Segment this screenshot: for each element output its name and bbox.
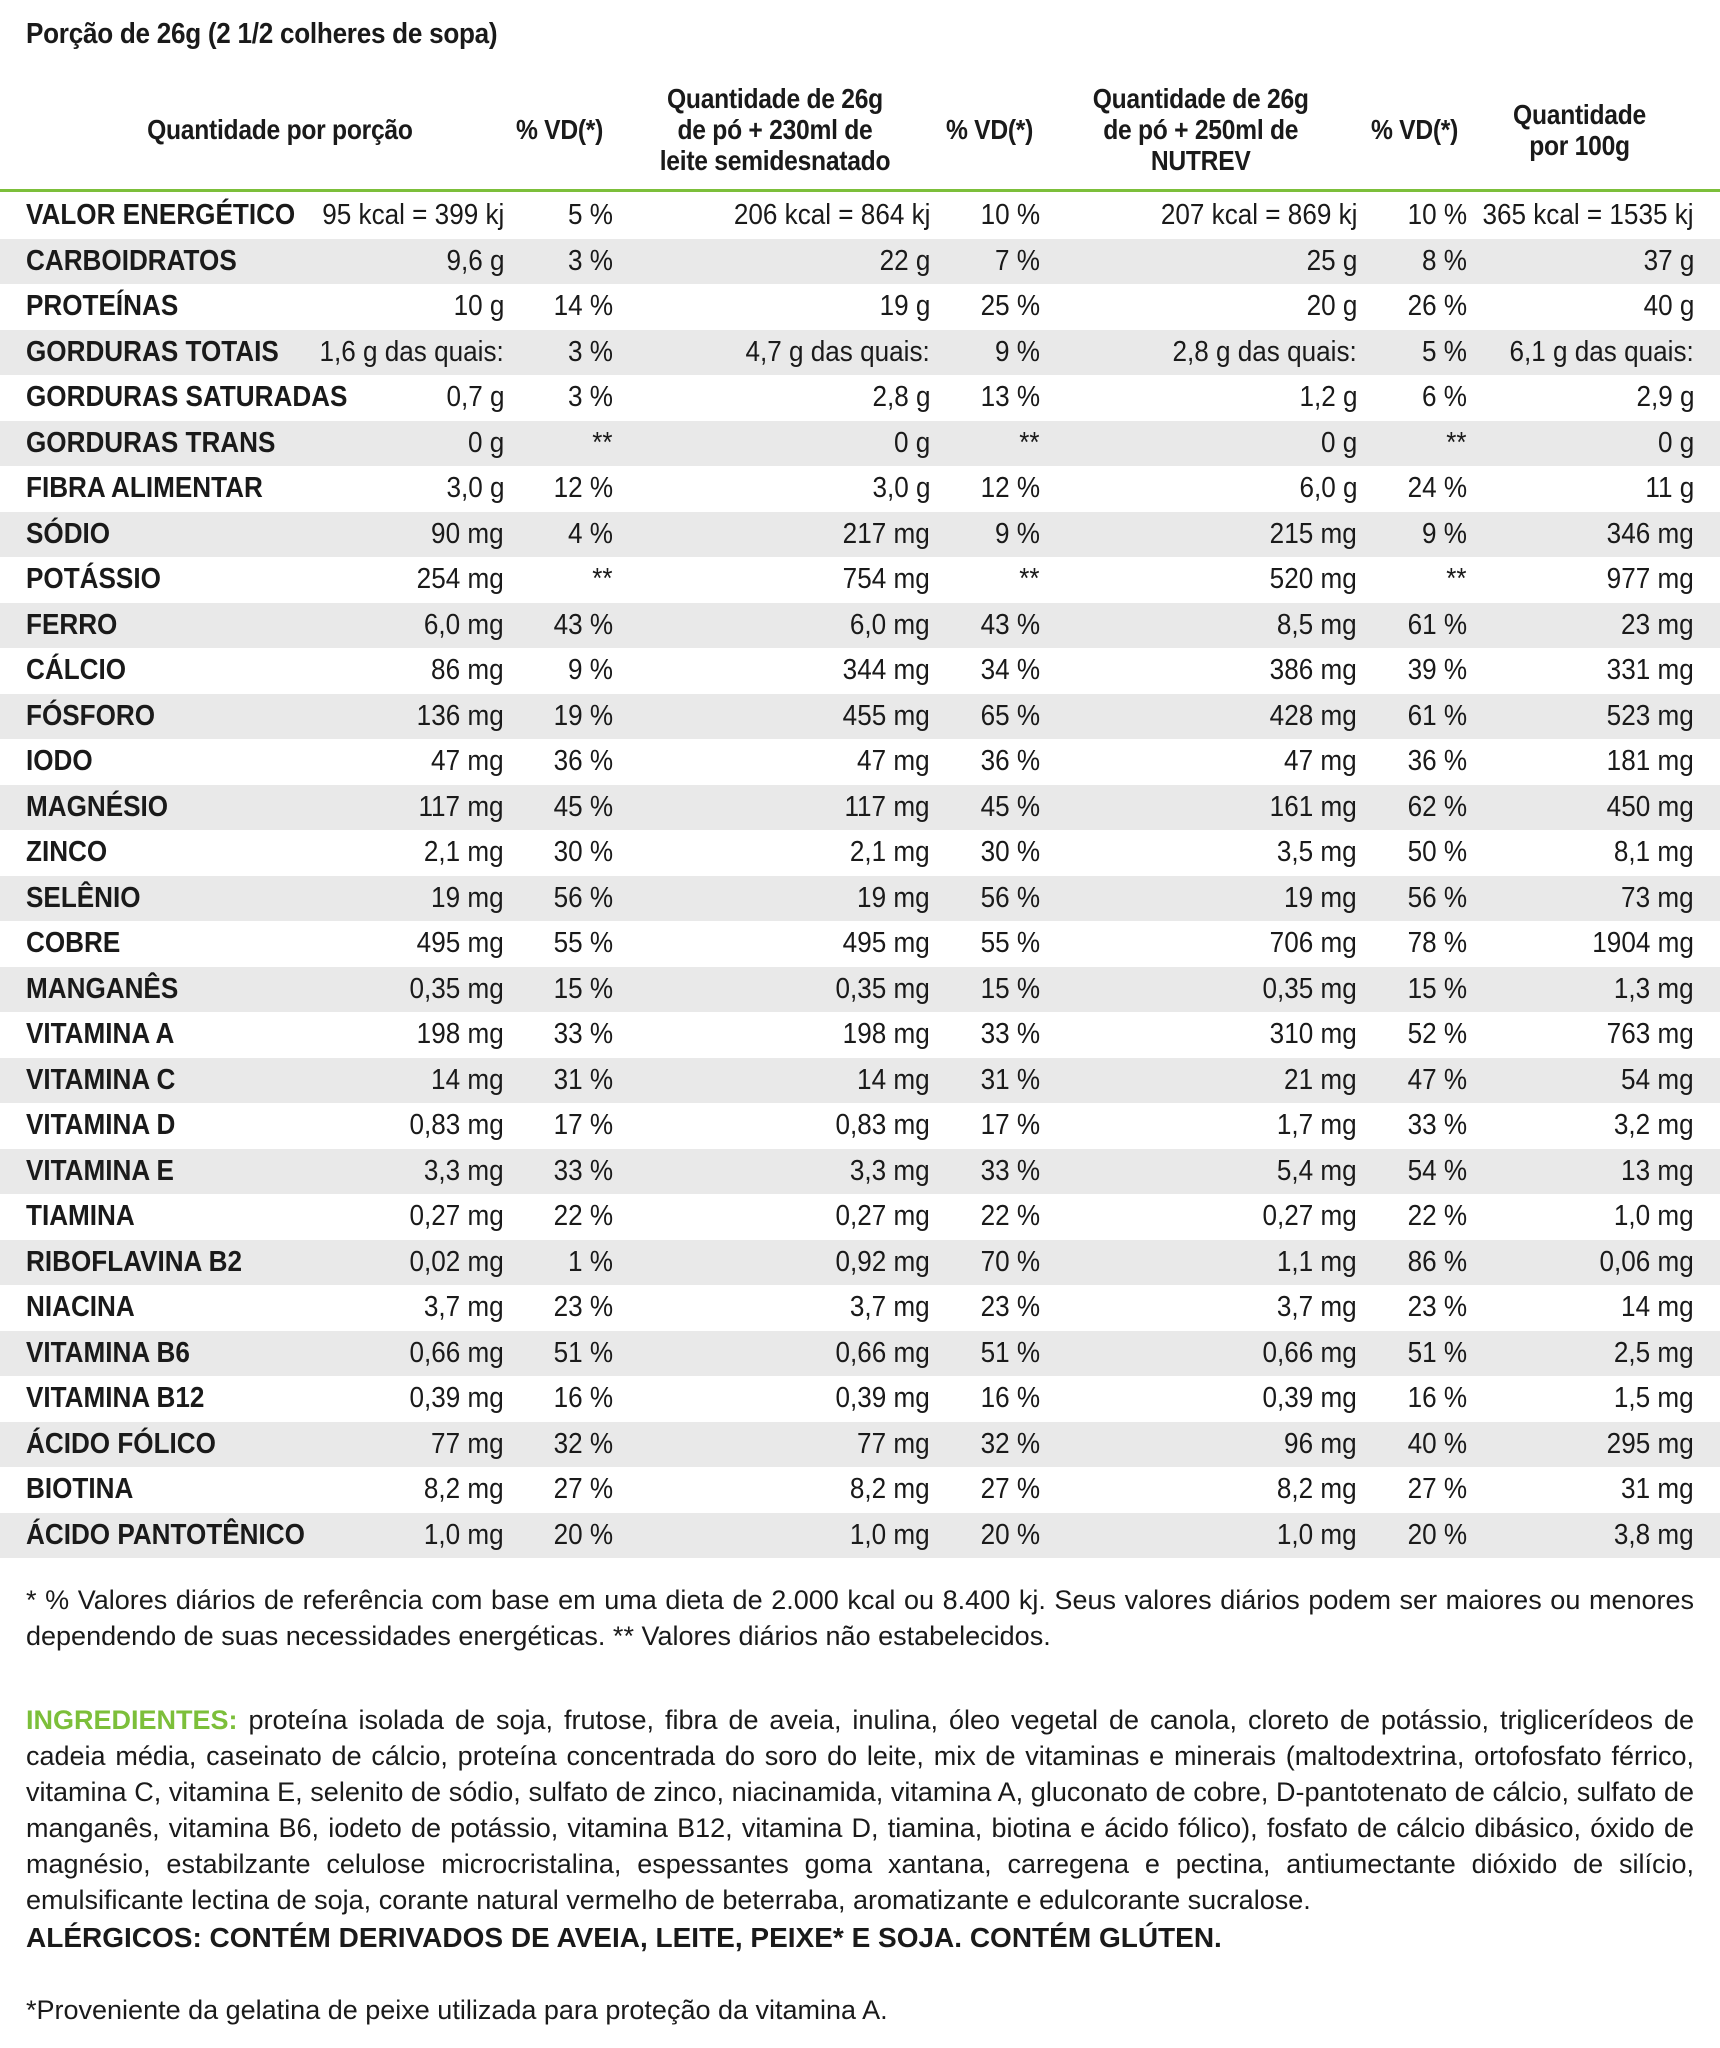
vd-with-nutrev: 9 % bbox=[1422, 517, 1467, 550]
nutrient-name: ÁCIDO PANTOTÊNICO bbox=[26, 1518, 305, 1551]
qty-with-milk: 344 mg bbox=[842, 654, 930, 686]
qty-per-100g: 1,5 mg bbox=[1614, 1382, 1694, 1414]
qty-per-100g: 0,06 mg bbox=[1599, 1245, 1694, 1278]
allergens-warning: ALÉRGICOS: CONTÉM DERIVADOS DE AVEIA, LEITE, PEIXE* E SOJA. CONTÉM GLÚTEN. bbox=[26, 1922, 1222, 1953]
qty-with-milk: 47 mg bbox=[857, 745, 930, 777]
qty-with-milk: 0,92 mg bbox=[835, 1245, 930, 1278]
qty-with-milk: 14 mg bbox=[857, 1063, 930, 1096]
qty-with-milk: 3,3 mg bbox=[850, 1154, 930, 1187]
qty-with-nutrev: 1,0 mg bbox=[1277, 1518, 1357, 1551]
table-row bbox=[0, 239, 1720, 285]
qty-with-milk: 3,0 g bbox=[871, 472, 930, 504]
vd-with-milk: 30 % bbox=[980, 836, 1040, 868]
table-row bbox=[0, 1376, 1720, 1422]
ingredients-block bbox=[26, 1702, 1694, 1918]
table-row bbox=[0, 876, 1720, 922]
qty-per-portion: 14 mg bbox=[431, 1063, 504, 1096]
vd-per-portion: 17 % bbox=[553, 1109, 613, 1141]
qty-with-nutrev: 310 mg bbox=[1269, 1018, 1357, 1050]
vd-with-milk: 33 % bbox=[980, 1018, 1040, 1050]
qty-per-100g: 73 mg bbox=[1621, 881, 1694, 914]
vd-with-milk: 23 % bbox=[980, 1291, 1040, 1323]
qty-with-nutrev: 0,27 mg bbox=[1262, 1200, 1357, 1232]
qty-per-portion: 3,7 mg bbox=[424, 1291, 504, 1323]
vd-with-milk: ** bbox=[1019, 426, 1040, 459]
qty-with-milk: 0,35 mg bbox=[835, 972, 930, 1005]
vd-with-nutrev: 78 % bbox=[1407, 927, 1467, 959]
table-row bbox=[0, 1467, 1720, 1513]
nutrient-name: GORDURAS SATURADAS bbox=[26, 381, 348, 413]
qty-with-milk: 4,7 g das quais: bbox=[745, 335, 930, 368]
vd-per-portion: 55 % bbox=[553, 927, 613, 959]
qty-per-100g: 8,1 mg bbox=[1614, 836, 1694, 868]
vd-with-milk: 12 % bbox=[980, 472, 1040, 504]
vd-with-milk: 70 % bbox=[980, 1245, 1040, 1278]
vd-with-nutrev: 54 % bbox=[1407, 1154, 1467, 1187]
qty-per-100g: 365 kcal = 1535 kj bbox=[1482, 199, 1694, 231]
qty-with-milk: 495 mg bbox=[842, 927, 930, 959]
vd-with-nutrev: 52 % bbox=[1407, 1018, 1467, 1050]
nutrient-name: TIAMINA bbox=[26, 1200, 135, 1232]
vd-per-portion: 3 % bbox=[568, 381, 613, 413]
header-qty-milk: Quantidade de 26g de pó + 230ml de leite semidesnatado bbox=[659, 83, 891, 176]
qty-per-100g: 1,0 mg bbox=[1614, 1200, 1694, 1232]
nutrient-name: VITAMINA A bbox=[26, 1018, 175, 1050]
qty-per-portion: 90 mg bbox=[431, 517, 504, 550]
qty-per-portion: 198 mg bbox=[416, 1018, 504, 1050]
vd-with-milk: 65 % bbox=[980, 699, 1040, 732]
vd-per-portion: 32 % bbox=[553, 1427, 613, 1460]
qty-per-100g: 1,3 mg bbox=[1614, 972, 1694, 1005]
table-row bbox=[0, 1194, 1720, 1240]
qty-per-portion: 3,3 mg bbox=[424, 1154, 504, 1187]
nutrient-name: NIACINA bbox=[26, 1291, 135, 1323]
qty-with-nutrev: 1,2 g bbox=[1298, 381, 1357, 413]
header-qty-nutrev: Quantidade de 26g de pó + 250ml de NUTREV bbox=[1093, 83, 1309, 176]
vd-with-nutrev: ** bbox=[1446, 563, 1467, 595]
table-row bbox=[0, 557, 1720, 603]
vd-with-milk: 27 % bbox=[980, 1473, 1040, 1505]
vd-per-portion: 56 % bbox=[553, 881, 613, 914]
table-row bbox=[0, 603, 1720, 649]
vd-with-milk: 45 % bbox=[980, 790, 1040, 823]
vd-with-milk: 7 % bbox=[995, 244, 1040, 277]
header-qty-per-portion: Quantidade por porção bbox=[147, 114, 413, 145]
vd-with-nutrev: 86 % bbox=[1407, 1245, 1467, 1278]
nutrient-name: ÁCIDO FÓLICO bbox=[26, 1427, 216, 1460]
vd-per-portion: 19 % bbox=[553, 699, 613, 732]
vd-with-milk: 13 % bbox=[980, 381, 1040, 413]
qty-with-milk: 2,1 mg bbox=[850, 836, 930, 868]
header-qty-100g: Quantidade por 100g bbox=[1513, 98, 1647, 161]
qty-with-nutrev: 207 kcal = 869 kj bbox=[1160, 199, 1357, 231]
nutrient-name: POTÁSSIO bbox=[26, 563, 161, 595]
qty-per-portion: 47 mg bbox=[431, 745, 504, 777]
qty-per-portion: 10 g bbox=[453, 290, 504, 322]
qty-per-portion: 0 g bbox=[467, 426, 504, 459]
table-row bbox=[0, 330, 1720, 376]
qty-with-milk: 217 mg bbox=[842, 517, 930, 550]
qty-per-100g: 523 mg bbox=[1606, 699, 1694, 732]
table-row bbox=[0, 1422, 1720, 1468]
qty-with-nutrev: 19 mg bbox=[1284, 881, 1357, 914]
vd-with-nutrev: 24 % bbox=[1407, 472, 1467, 504]
nutrient-name: GORDURAS TRANS bbox=[26, 426, 276, 459]
table-row bbox=[0, 375, 1720, 421]
vd-with-nutrev: ** bbox=[1446, 426, 1467, 459]
vd-with-nutrev: 61 % bbox=[1407, 699, 1467, 732]
qty-with-milk: 1,0 mg bbox=[850, 1518, 930, 1551]
table-row bbox=[0, 1240, 1720, 1286]
qty-with-milk: 0 g bbox=[893, 426, 930, 459]
vd-per-portion: 20 % bbox=[553, 1518, 613, 1551]
qty-per-100g: 40 g bbox=[1643, 290, 1694, 322]
qty-with-milk: 0,39 mg bbox=[835, 1382, 930, 1414]
qty-with-milk: 0,27 mg bbox=[835, 1200, 930, 1232]
qty-per-100g: 763 mg bbox=[1606, 1018, 1694, 1050]
vd-with-nutrev: 62 % bbox=[1407, 790, 1467, 823]
vd-per-portion: 9 % bbox=[568, 654, 613, 686]
qty-per-100g: 346 mg bbox=[1606, 517, 1694, 550]
qty-with-milk: 8,2 mg bbox=[850, 1473, 930, 1505]
qty-with-nutrev: 0,39 mg bbox=[1262, 1382, 1357, 1414]
qty-with-nutrev: 96 mg bbox=[1284, 1427, 1357, 1460]
qty-per-100g: 54 mg bbox=[1621, 1063, 1694, 1096]
qty-with-milk: 455 mg bbox=[842, 699, 930, 732]
header-divider bbox=[0, 189, 1720, 192]
qty-with-nutrev: 0 g bbox=[1320, 426, 1357, 459]
nutrient-name: GORDURAS TOTAIS bbox=[26, 335, 279, 368]
qty-per-portion: 8,2 mg bbox=[424, 1473, 504, 1505]
table-row bbox=[0, 284, 1720, 330]
vd-per-portion: 3 % bbox=[568, 244, 613, 277]
vd-with-milk: 25 % bbox=[980, 290, 1040, 322]
qty-per-100g: 37 g bbox=[1643, 244, 1694, 277]
header-vd-2: % VD(*) bbox=[946, 114, 1034, 145]
table-row bbox=[0, 921, 1720, 967]
qty-with-nutrev: 0,35 mg bbox=[1262, 972, 1357, 1005]
vd-with-nutrev: 8 % bbox=[1422, 244, 1467, 277]
table-row bbox=[0, 1103, 1720, 1149]
qty-per-portion: 117 mg bbox=[418, 790, 504, 823]
vd-with-milk: 43 % bbox=[980, 608, 1040, 641]
vd-per-portion: 33 % bbox=[553, 1018, 613, 1050]
table-row bbox=[0, 694, 1720, 740]
qty-with-milk: 117 mg bbox=[844, 790, 930, 823]
vd-with-nutrev: 51 % bbox=[1407, 1336, 1467, 1369]
ingredients-label: INGREDIENTES: bbox=[26, 1705, 238, 1735]
qty-with-nutrev: 2,8 g das quais: bbox=[1172, 335, 1357, 368]
qty-with-nutrev: 428 mg bbox=[1269, 699, 1357, 732]
qty-with-nutrev: 5,4 mg bbox=[1277, 1154, 1357, 1187]
qty-with-nutrev: 3,7 mg bbox=[1277, 1291, 1357, 1323]
qty-per-portion: 95 kcal = 399 kj bbox=[321, 199, 504, 231]
vd-with-milk: ** bbox=[1019, 563, 1040, 595]
vd-with-nutrev: 20 % bbox=[1407, 1518, 1467, 1551]
vd-with-nutrev: 39 % bbox=[1407, 654, 1467, 686]
vd-with-nutrev: 40 % bbox=[1407, 1427, 1467, 1460]
qty-with-nutrev: 25 g bbox=[1306, 244, 1357, 277]
table-row bbox=[0, 739, 1720, 785]
qty-with-milk: 77 mg bbox=[857, 1427, 930, 1460]
qty-with-milk: 22 g bbox=[879, 244, 930, 277]
qty-per-100g: 295 mg bbox=[1606, 1427, 1694, 1460]
qty-per-portion: 3,0 g bbox=[445, 472, 504, 504]
qty-with-nutrev: 706 mg bbox=[1269, 927, 1357, 959]
nutrient-name: CÁLCIO bbox=[26, 654, 127, 686]
vd-per-portion: ** bbox=[592, 426, 613, 459]
qty-per-portion: 495 mg bbox=[416, 927, 504, 959]
header-vd-1: % VD(*) bbox=[516, 114, 604, 145]
table-row bbox=[0, 1012, 1720, 1058]
qty-per-portion: 86 mg bbox=[431, 654, 504, 686]
qty-per-100g: 13 mg bbox=[1621, 1154, 1694, 1187]
nutrient-name: COBRE bbox=[26, 927, 121, 959]
qty-with-milk: 19 mg bbox=[857, 881, 930, 914]
table-row bbox=[0, 830, 1720, 876]
qty-with-nutrev: 215 mg bbox=[1269, 517, 1357, 550]
vd-with-nutrev: 22 % bbox=[1407, 1200, 1467, 1232]
qty-with-nutrev: 0,66 mg bbox=[1262, 1336, 1357, 1369]
vd-with-nutrev: 16 % bbox=[1407, 1382, 1467, 1414]
qty-per-100g: 1904 mg bbox=[1592, 927, 1694, 959]
table-row bbox=[0, 1285, 1720, 1331]
qty-per-100g: 2,9 g bbox=[1635, 381, 1694, 413]
table-row bbox=[0, 967, 1720, 1013]
table-row bbox=[0, 648, 1720, 694]
vd-per-portion: 31 % bbox=[553, 1063, 613, 1096]
vd-with-milk: 55 % bbox=[980, 927, 1040, 959]
nutrient-name: MANGANÊS bbox=[26, 972, 179, 1005]
qty-with-milk: 754 mg bbox=[842, 563, 930, 595]
nutrient-name: RIBOFLAVINA B2 bbox=[26, 1245, 243, 1278]
vd-with-milk: 56 % bbox=[980, 881, 1040, 914]
vd-with-milk: 17 % bbox=[980, 1109, 1040, 1141]
vd-per-portion: 45 % bbox=[553, 790, 613, 823]
nutrient-name: MAGNÉSIO bbox=[26, 790, 169, 823]
vd-per-portion: 1 % bbox=[568, 1245, 613, 1278]
portion-size: Porção de 26g (2 1/2 colheres de sopa) bbox=[26, 18, 498, 50]
qty-with-nutrev: 161 mg bbox=[1269, 790, 1357, 823]
vd-with-milk: 34 % bbox=[980, 654, 1040, 686]
qty-with-milk: 0,83 mg bbox=[835, 1109, 930, 1141]
qty-with-milk: 6,0 mg bbox=[850, 608, 930, 641]
vd-with-milk: 22 % bbox=[980, 1200, 1040, 1232]
nutrition-table-body bbox=[0, 193, 1720, 1558]
vd-with-milk: 33 % bbox=[980, 1154, 1040, 1187]
table-row bbox=[0, 1058, 1720, 1104]
qty-per-100g: 977 mg bbox=[1606, 563, 1694, 595]
qty-with-nutrev: 47 mg bbox=[1284, 745, 1357, 777]
ingredients-text: proteína isolada de soja, frutose, fibra de aveia, inulina, óleo vegetal de canola, cloreto de potássio, triglicerídeos de cadeia média, caseinato de cálcio, proteína concentrada do soro do leite, mix de vitaminas e minerais (maltodextrina, ortofosfato férrico, vitamina C, vitamina E, selenito de sódio, sulfato de zinco, niacinamida, vitamina A, gluconato de cobre, D-pantotenato de cálcio, sulfato de manganês, vitamina B6, iodeto de potássio, vitamina B12, vitamina D, tiamina, biotina e ácido fólico), fosfato de cálcio dibásico, óxido de magnésio, estabilzante celulose microcristalina, espessantes goma xantana, carregena e pectina, antiumectante dióxido de silício, emulsificante lectina de soja, corante natural vermelho de beterraba, aromatizante e edulcorante sucralose. bbox=[26, 1705, 1694, 1915]
qty-per-portion: 19 mg bbox=[431, 881, 504, 914]
vd-with-nutrev: 5 % bbox=[1422, 335, 1467, 368]
qty-per-portion: 1,6 g das quais: bbox=[319, 335, 504, 368]
daily-values-footnote: * % Valores diários de referência com base em uma dieta de 2.000 kcal ou 8.400 kj. Seus valores diários podem ser maiores ou menores dependendo de suas necessidades energéticas. ** Valores diários não estabelecidos. bbox=[26, 1585, 1694, 1651]
qty-per-portion: 0,83 mg bbox=[409, 1109, 504, 1141]
vd-with-nutrev: 50 % bbox=[1407, 836, 1467, 868]
table-row bbox=[0, 466, 1720, 512]
nutrient-name: CARBOIDRATOS bbox=[26, 244, 237, 277]
vd-per-portion: 22 % bbox=[553, 1200, 613, 1232]
vd-with-milk: 16 % bbox=[980, 1382, 1040, 1414]
vd-with-milk: 32 % bbox=[980, 1427, 1040, 1460]
qty-per-portion: 2,1 mg bbox=[424, 836, 504, 868]
fish-gelatin-note: *Proveniente da gelatina de peixe utilizada para proteção da vitamina A. bbox=[26, 1995, 888, 2025]
qty-per-100g: 3,8 mg bbox=[1614, 1518, 1694, 1551]
qty-per-100g: 23 mg bbox=[1621, 608, 1694, 641]
vd-per-portion: 14 % bbox=[553, 290, 613, 322]
vd-with-nutrev: 61 % bbox=[1407, 608, 1467, 641]
table-row bbox=[0, 785, 1720, 831]
nutrient-name: ZINCO bbox=[26, 836, 108, 868]
qty-with-milk: 19 g bbox=[879, 290, 930, 322]
vd-per-portion: 36 % bbox=[553, 745, 613, 777]
qty-per-100g: 331 mg bbox=[1606, 654, 1694, 686]
nutrient-name: SÓDIO bbox=[26, 517, 111, 550]
qty-with-nutrev: 1,1 mg bbox=[1277, 1245, 1357, 1278]
vd-with-nutrev: 23 % bbox=[1407, 1291, 1467, 1323]
qty-per-portion: 1,0 mg bbox=[424, 1518, 504, 1551]
qty-per-100g: 2,5 mg bbox=[1614, 1336, 1694, 1369]
nutrient-name: FÓSFORO bbox=[26, 699, 156, 732]
qty-per-100g: 11 g bbox=[1645, 472, 1694, 504]
vd-with-nutrev: 15 % bbox=[1407, 972, 1467, 1005]
vd-with-milk: 31 % bbox=[980, 1063, 1040, 1096]
vd-per-portion: 27 % bbox=[553, 1473, 613, 1505]
qty-with-nutrev: 6,0 g bbox=[1298, 472, 1357, 504]
qty-per-100g: 6,1 g das quais: bbox=[1509, 335, 1694, 368]
qty-per-portion: 0,39 mg bbox=[409, 1382, 504, 1414]
vd-per-portion: 5 % bbox=[568, 199, 613, 231]
table-row bbox=[0, 421, 1720, 467]
nutrient-name: IODO bbox=[26, 745, 93, 777]
vd-per-portion: 4 % bbox=[568, 517, 613, 550]
qty-with-milk: 206 kcal = 864 kj bbox=[733, 199, 930, 231]
vd-with-nutrev: 6 % bbox=[1422, 381, 1467, 413]
header-vd-3: % VD(*) bbox=[1371, 114, 1459, 145]
qty-per-portion: 0,7 g bbox=[445, 381, 504, 413]
vd-with-nutrev: 27 % bbox=[1407, 1473, 1467, 1505]
vd-per-portion: 33 % bbox=[553, 1154, 613, 1187]
qty-per-portion: 254 mg bbox=[416, 563, 504, 595]
table-row bbox=[0, 1331, 1720, 1377]
vd-per-portion: 51 % bbox=[553, 1336, 613, 1369]
vd-per-portion: ** bbox=[592, 563, 613, 595]
vd-per-portion: 3 % bbox=[568, 335, 613, 368]
qty-per-portion: 0,02 mg bbox=[409, 1245, 504, 1278]
table-row bbox=[0, 193, 1720, 239]
vd-with-nutrev: 10 % bbox=[1407, 199, 1467, 231]
vd-per-portion: 23 % bbox=[553, 1291, 613, 1323]
vd-with-milk: 51 % bbox=[980, 1336, 1040, 1369]
qty-per-100g: 181 mg bbox=[1606, 745, 1694, 777]
vd-with-milk: 15 % bbox=[980, 972, 1040, 1005]
vd-with-nutrev: 26 % bbox=[1407, 290, 1467, 322]
vd-with-nutrev: 33 % bbox=[1407, 1109, 1467, 1141]
nutrient-name: FIBRA ALIMENTAR bbox=[26, 472, 263, 504]
qty-with-milk: 3,7 mg bbox=[850, 1291, 930, 1323]
qty-with-nutrev: 386 mg bbox=[1269, 654, 1357, 686]
qty-with-nutrev: 520 mg bbox=[1269, 563, 1357, 595]
nutrient-name: PROTEÍNAS bbox=[26, 290, 179, 322]
nutrient-name: FERRO bbox=[26, 608, 118, 641]
nutrient-name: VITAMINA D bbox=[26, 1109, 176, 1141]
vd-with-nutrev: 47 % bbox=[1407, 1063, 1467, 1096]
qty-with-nutrev: 8,2 mg bbox=[1277, 1473, 1357, 1505]
nutrient-name: VITAMINA B12 bbox=[26, 1382, 205, 1414]
qty-with-nutrev: 20 g bbox=[1306, 290, 1357, 322]
nutrient-name: VALOR ENERGÉTICO bbox=[26, 199, 296, 231]
nutrient-name: BIOTINA bbox=[26, 1473, 134, 1505]
vd-with-milk: 10 % bbox=[980, 199, 1040, 231]
table-row bbox=[0, 512, 1720, 558]
qty-per-portion: 0,35 mg bbox=[409, 972, 504, 1005]
qty-with-milk: 198 mg bbox=[842, 1018, 930, 1050]
qty-per-portion: 6,0 mg bbox=[424, 608, 504, 641]
vd-with-milk: 20 % bbox=[980, 1518, 1040, 1551]
vd-per-portion: 15 % bbox=[553, 972, 613, 1005]
qty-per-100g: 0 g bbox=[1657, 426, 1694, 459]
vd-with-milk: 9 % bbox=[995, 335, 1040, 368]
table-header bbox=[0, 72, 1720, 187]
vd-with-milk: 9 % bbox=[995, 517, 1040, 550]
qty-per-100g: 450 mg bbox=[1606, 790, 1694, 823]
nutrient-name: VITAMINA C bbox=[26, 1063, 176, 1096]
nutrient-name: VITAMINA B6 bbox=[26, 1336, 190, 1369]
nutrient-name: SELÊNIO bbox=[26, 881, 141, 914]
qty-with-nutrev: 21 mg bbox=[1284, 1063, 1357, 1096]
qty-per-portion: 0,66 mg bbox=[409, 1336, 504, 1369]
qty-with-nutrev: 3,5 mg bbox=[1277, 836, 1357, 868]
vd-with-nutrev: 36 % bbox=[1407, 745, 1467, 777]
qty-with-milk: 0,66 mg bbox=[835, 1336, 930, 1369]
qty-per-portion: 77 mg bbox=[431, 1427, 504, 1460]
qty-per-portion: 136 mg bbox=[416, 699, 504, 732]
table-row bbox=[0, 1149, 1720, 1195]
nutrient-name: VITAMINA E bbox=[26, 1154, 174, 1187]
qty-per-100g: 14 mg bbox=[1621, 1291, 1694, 1323]
vd-with-milk: 36 % bbox=[980, 745, 1040, 777]
qty-per-100g: 3,2 mg bbox=[1614, 1109, 1694, 1141]
vd-per-portion: 12 % bbox=[553, 472, 613, 504]
qty-with-nutrev: 1,7 mg bbox=[1277, 1109, 1357, 1141]
table-row bbox=[0, 1513, 1720, 1559]
qty-per-portion: 9,6 g bbox=[445, 244, 504, 277]
qty-with-nutrev: 8,5 mg bbox=[1277, 608, 1357, 641]
qty-per-portion: 0,27 mg bbox=[409, 1200, 504, 1232]
vd-per-portion: 16 % bbox=[553, 1382, 613, 1414]
qty-with-milk: 2,8 g bbox=[871, 381, 930, 413]
vd-with-nutrev: 56 % bbox=[1407, 881, 1467, 914]
vd-per-portion: 43 % bbox=[553, 608, 613, 641]
qty-per-100g: 31 mg bbox=[1621, 1473, 1694, 1505]
vd-per-portion: 30 % bbox=[553, 836, 613, 868]
